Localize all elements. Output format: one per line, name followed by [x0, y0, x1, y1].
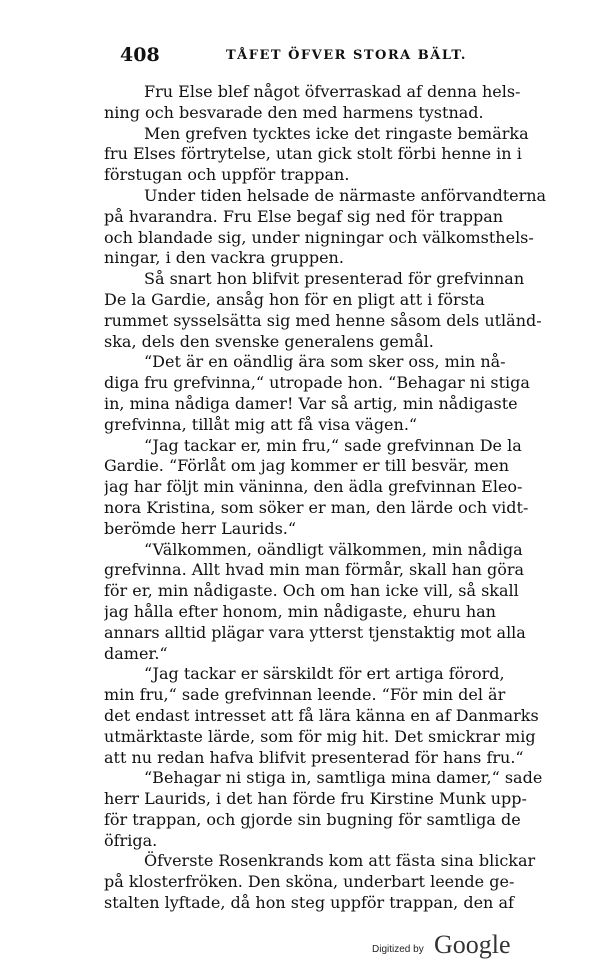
text-line: damer.“: [104, 643, 168, 663]
text-line: att nu redan hafva blifvit presenterad för hans fru.“: [104, 747, 524, 767]
text-line: in, mina nådiga damer! Var så artig, min nådigaste: [104, 393, 518, 413]
text-line: på klosterfröken. Den sköna, underbart leende ge-: [104, 872, 515, 892]
text-line: stalten lyftade, då hon steg uppför trappan, den af: [104, 893, 514, 913]
text-line: ningar, i den vackra gruppen.: [104, 248, 344, 268]
text-line: Så snart hon blifvit presenterad för grefvinnan: [144, 269, 525, 289]
text-line: på hvarandra. Fru Else begaf sig ned för trappan: [104, 206, 504, 226]
text-line: öfriga.: [104, 830, 158, 850]
text-line: “Välkommen, oändligt välkommen, min nådiga: [144, 539, 523, 559]
text-line: berömde herr Laurids.“: [104, 518, 297, 538]
text-line: ska, dels den svenske generalens gemål.: [104, 331, 434, 351]
text-line: för er, min nådigaste. Och om han icke vill, så skall: [104, 581, 519, 601]
text-line: för trappan, och gjorde sin bugning för samtliga de: [104, 809, 521, 829]
running-title: TÅFET ÖFVER STORA BÄLT.: [226, 48, 467, 63]
text-line: herr Laurids, i det han förde fru Kirstine Munk upp-: [104, 789, 527, 809]
text-line: Men grefven tycktes icke det ringaste bemärka: [144, 123, 529, 143]
text-line: min fru,“ sade grefvinnan leende. “För min del är: [104, 685, 506, 705]
text-line: jag hålla efter honom, min nådigaste, ehuru han: [104, 601, 496, 621]
google-logo: Google: [434, 930, 511, 959]
text-line: “Behagar ni stiga in, samtliga mina damer,“ sade: [144, 768, 543, 788]
text-line: Fru Else blef något öfverraskad af denna hels-: [144, 82, 521, 101]
text-line: annars alltid plägar vara ytterst tjenstaktig mot alla: [104, 622, 526, 642]
page-header: [120, 44, 520, 68]
text-line: utmärktaste lärde, som för mig hit. Det smickrar mig: [104, 726, 536, 746]
text-line: diga fru grefvinna,“ utropade hon. “Behagar ni stiga: [104, 373, 530, 393]
text-line: Gardie. “Förlåt om jag kommer er till besvär, men: [104, 456, 509, 476]
text-line: “Det är en oändlig ära som sker oss, min nå-: [144, 352, 506, 372]
text-line: och blandade sig, under nigningar och välkomsthels-: [104, 227, 534, 247]
text-line: “Jag tackar er, min fru,“ sade grefvinnan De la: [144, 435, 522, 455]
text-line: fru Elses förtrytelse, utan gick stolt förbi henne in i: [104, 144, 522, 164]
body-text: [104, 82, 574, 914]
text-line: nora Kristina, som söker er man, den lärde och vidt-: [104, 497, 529, 517]
text-line: ning och besvarade den med harmens tystnad.: [104, 102, 484, 122]
text-line: rummet sysselsätta sig med henne såsom dels utländ-: [104, 310, 542, 330]
text-line: grefvinna. Allt hvad min man förmår, skall han göra: [104, 560, 525, 580]
text-line: “Jag tackar er särskildt för ert artiga förord,: [144, 664, 505, 684]
text-line: De la Gardie, ansåg hon för en pligt att i första: [104, 289, 485, 309]
text-line: Öfverste Rosenkrands kom att fästa sina blickar: [144, 851, 536, 871]
digitized-by-label: Digitized by: [372, 944, 424, 955]
digitized-by-google-watermark: [372, 932, 532, 962]
text-line: förstugan och uppför trappan.: [104, 165, 350, 185]
page-number: 408: [120, 44, 160, 66]
text-line: det endast intresset att få lära känna en af Danmarks: [104, 705, 539, 725]
text-line: Under tiden helsade de närmaste anförvandterna: [144, 185, 547, 205]
text-line: grefvinna, tillåt mig att få visa vägen.“: [104, 414, 418, 434]
text-line: jag har följt min väninna, den ädla grefvinnan Eleo-: [104, 477, 523, 497]
